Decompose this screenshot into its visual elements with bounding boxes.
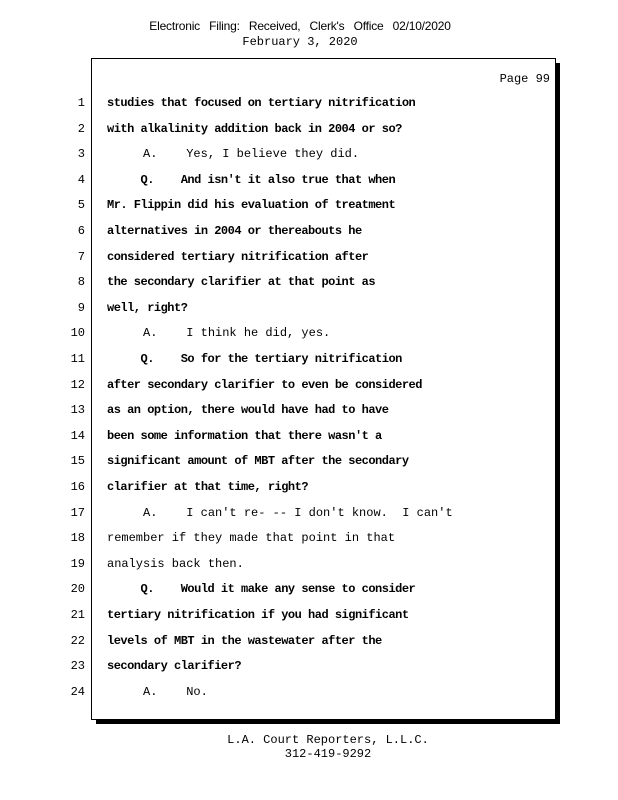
line-number: 23 bbox=[70, 659, 85, 674]
line-text: analysis back then. bbox=[107, 556, 244, 571]
line-text: the secondary clarifier at that point as bbox=[107, 275, 376, 290]
line-number: 6 bbox=[77, 224, 85, 238]
line-number: 5 bbox=[77, 198, 85, 213]
transcript-line bbox=[0, 93, 600, 113]
transcript-line bbox=[0, 144, 600, 164]
line-number: 18 bbox=[70, 531, 85, 546]
line-number: 12 bbox=[70, 377, 85, 392]
transcript-line bbox=[0, 503, 600, 523]
transcript-line bbox=[0, 349, 600, 369]
transcript-line bbox=[0, 682, 600, 702]
line-number: 1 bbox=[77, 96, 85, 110]
transcript-line bbox=[0, 170, 600, 190]
line-text: A. I can't re- -- I don't know. I can't bbox=[107, 505, 453, 520]
transcript-date: February 3, 2020 bbox=[242, 35, 358, 49]
transcript-line bbox=[0, 119, 600, 139]
line-text: considered tertiary nitrification after bbox=[107, 249, 369, 264]
line-text: levels of MBT in the wastewater after the bbox=[107, 633, 382, 648]
line-text: after secondary clarifier to even be considered bbox=[107, 377, 422, 392]
transcript-line bbox=[0, 605, 600, 625]
line-number: 8 bbox=[77, 275, 85, 290]
line-number: 3 bbox=[77, 147, 85, 162]
line-number: 15 bbox=[70, 454, 85, 469]
transcript-line bbox=[0, 323, 600, 343]
line-number: 2 bbox=[77, 121, 85, 136]
line-number: 22 bbox=[70, 633, 85, 648]
transcript-line bbox=[0, 195, 600, 215]
transcript-line bbox=[0, 579, 600, 599]
line-text: studies that focused on tertiary nitrification bbox=[107, 96, 416, 110]
line-number: 9 bbox=[77, 300, 85, 315]
line-number: 17 bbox=[70, 505, 85, 520]
transcript-line bbox=[0, 298, 600, 318]
line-number: 16 bbox=[70, 480, 85, 494]
transcript-line bbox=[0, 400, 600, 420]
filing-stamp: Electronic Filing: Received, Clerk's Office 02/10/2020 bbox=[149, 19, 451, 33]
line-text: clarifier at that time, right? bbox=[107, 480, 309, 494]
line-text: well, right? bbox=[107, 300, 188, 315]
line-text: Q. Would it make any sense to consider bbox=[107, 582, 416, 597]
line-number: 4 bbox=[77, 172, 85, 187]
line-text: alternatives in 2004 or thereabouts he bbox=[107, 224, 362, 238]
line-text: A. I think he did, yes. bbox=[107, 326, 331, 341]
line-number: 14 bbox=[70, 428, 85, 443]
line-text: significant amount of MBT after the secondary bbox=[107, 454, 409, 469]
transcript-line bbox=[0, 272, 600, 292]
transcript-line bbox=[0, 247, 600, 267]
page-number: Page 99 bbox=[499, 72, 550, 86]
transcript-line bbox=[0, 426, 600, 446]
line-number: 20 bbox=[70, 582, 85, 597]
line-text: with alkalinity addition back in 2004 or so? bbox=[107, 121, 402, 136]
line-text: A. No. bbox=[107, 684, 208, 699]
transcript-line bbox=[0, 656, 600, 676]
line-text: Mr. Flippin did his evaluation of treatment bbox=[107, 198, 396, 213]
transcript-line bbox=[0, 221, 600, 241]
line-text: as an option, there would have had to have bbox=[107, 403, 389, 418]
court-reporter-phone: 312-419-9292 bbox=[284, 747, 372, 761]
transcript-line bbox=[0, 631, 600, 651]
line-text: Q. So for the tertiary nitrification bbox=[107, 352, 402, 366]
transcript-line bbox=[0, 477, 600, 497]
line-number: 21 bbox=[70, 608, 85, 622]
line-number: 7 bbox=[77, 249, 85, 264]
line-text: secondary clarifier? bbox=[107, 659, 242, 674]
line-text: Q. And isn't it also true that when bbox=[107, 172, 396, 187]
line-text: A. Yes, I believe they did. bbox=[107, 147, 360, 162]
transcript-line bbox=[0, 528, 600, 548]
line-number: 19 bbox=[70, 556, 85, 571]
line-text: tertiary nitrification if you had significant bbox=[107, 608, 409, 622]
line-number: 13 bbox=[70, 403, 85, 418]
line-number: 11 bbox=[70, 352, 85, 366]
transcript-line bbox=[0, 554, 600, 574]
line-text: been some information that there wasn't a bbox=[107, 428, 382, 443]
line-number: 24 bbox=[70, 684, 85, 699]
line-text: remember if they made that point in that bbox=[107, 531, 396, 546]
line-number: 10 bbox=[70, 326, 85, 341]
transcript-line bbox=[0, 451, 600, 471]
transcript-line bbox=[0, 375, 600, 395]
court-reporter-name: L.A. Court Reporters, L.L.C. bbox=[227, 733, 429, 747]
